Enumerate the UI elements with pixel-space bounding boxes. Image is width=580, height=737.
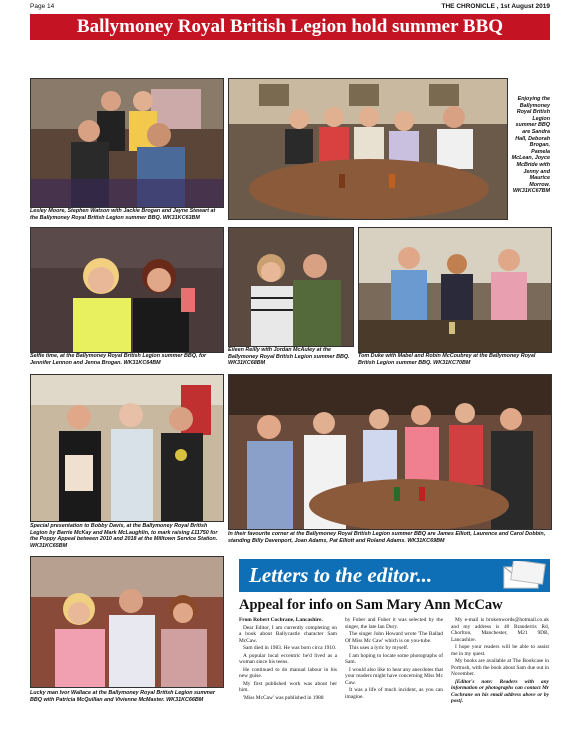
photo-6-caption: Special presentation to Bobby Davis, at the Ballymoney Royal British Legion by Barrie McKay and Mark McLaughlin, to mark raising £11750 for the Poppy Appeal between 2010 and 2018 at the Milltown Service Station. WK31KC65BM bbox=[30, 523, 218, 549]
photo-7-caption: In their favourite corner at the Ballymoney Royal British Legion summer BBQ are James Elliott, Laurence and Carol Dobbin, standing Billy Davenport, Joan Adams, Pat Elliott and Roland Adams. WK31KC69BM bbox=[228, 531, 546, 544]
letter-paragraph: This uses a lyric by myself. bbox=[349, 645, 409, 651]
letter-paragraph: I am hoping to locate some photographs of Sam. bbox=[345, 652, 443, 665]
letter-paragraph: He continued to do manual labour in his new guise. bbox=[239, 666, 337, 679]
letter-paragraph: My first published work was about her him. bbox=[239, 680, 337, 693]
letter-headline: Appeal for info on Sam Mary Ann McCaw bbox=[239, 597, 503, 613]
letter-paragraph: 'Miss McCaw' was published in 1988 bbox=[243, 694, 324, 701]
letter-paragraph: My e-mail is brokenwords@hotmail.co.uk and my address is 40 Branderris Rd, Chorlton, Manchester, M21 9DB, Lancashire. bbox=[451, 617, 549, 643]
letter-paragraph: My books are available at The Bookcase in Portrush, with the book about Sam due out in November. bbox=[451, 658, 549, 677]
letters-banner bbox=[239, 559, 550, 592]
photo-4-caption: Eileen Reilly with Jordan McAuley at the Ballymoney Royal British Legion summer BBQ. WK31KC68BM bbox=[228, 347, 350, 367]
page-header bbox=[30, 3, 550, 13]
editor-note: [Editor's note: Readers with any information or photographs can contact Mr Cochrane on his email address above or by post]. bbox=[451, 678, 549, 704]
letter-paragraph: by Fuber and Fuber it was selected by the singer, the late Ian Dury. bbox=[345, 617, 443, 630]
letter-paragraph: It was a life of much incident, as you can imagine. bbox=[345, 687, 443, 700]
publication-date: THE CHRONICLE , 1st August 2019 bbox=[441, 3, 550, 10]
photo-1-caption: Lesley Moore, Stephen Watson with Jackie Brogan and Jayne Stewart at the Ballymoney Royal British Legion summer BBQ. WK31KC63BM bbox=[30, 208, 216, 221]
photo-2-caption: Enjoying the Ballymoney Royal British Legion summer BBQ are Sandra Hall, Deborah Brogan, Pamela McLean, Joyce McBride with Jenny and Maurice Morrow. WK31KC67BM bbox=[511, 96, 550, 195]
letter-column-3 bbox=[451, 617, 549, 729]
photo-6 bbox=[30, 374, 224, 522]
photo-5 bbox=[358, 227, 552, 353]
letter-column-1 bbox=[239, 617, 337, 729]
letter-paragraph: Dear Editor, I am currently completing on a book about Ballycastle character Sam McCaw. bbox=[239, 624, 337, 644]
page-number: Page 14 bbox=[30, 3, 55, 10]
letter-paragraph: The singer John Howard wrote 'The Ballad Of Miss Mc Caw' which is on you-tube. bbox=[345, 631, 443, 644]
letter-paragraph: I would also like to hear any anecdotes that your readers might have concerning Miss Mc Caw. bbox=[345, 666, 443, 686]
headline-banner: Ballymoney Royal British Legion hold summer BBQ bbox=[30, 14, 550, 40]
photo-2 bbox=[228, 78, 508, 220]
letter-paragraph: A popular local eccentric he'd lived as a woman since his teens. bbox=[239, 652, 337, 665]
photo-1 bbox=[30, 78, 224, 208]
photo-3 bbox=[30, 227, 224, 353]
letters-banner-text: Letters to the editor... bbox=[249, 563, 433, 587]
photo-4 bbox=[228, 227, 354, 347]
photo-5-caption: Tom Duke with Mabel and Robin McCoubrey at the Ballymoney Royal British Legion summer BBQ. WK31KC70BM bbox=[358, 353, 536, 366]
letter-paragraph: I hope your readers will be able to assist me in my quest. bbox=[451, 644, 549, 657]
photo-8-caption: Lucky man Ivor Wallace at the Ballymoney Royal British Legion summer BBQ with Patricia McQuillan and Vivienne McMaster. WK31KC66BM bbox=[30, 690, 216, 703]
letter-column-2 bbox=[345, 617, 443, 729]
letter-author: From Robert Cochrane, Lancashire. bbox=[239, 617, 323, 623]
envelope-icon bbox=[502, 561, 546, 590]
photo-7 bbox=[228, 374, 552, 530]
photo-3-caption: Selfie time, at the Ballymoney Royal British Legion summer BBQ, for Jennifer Lennon and Jenna Brogan. WK31KC64BM bbox=[30, 353, 207, 366]
photo-8 bbox=[30, 556, 224, 688]
letter-paragraph: Sam died in 1983. He was born circa 1910. bbox=[243, 645, 337, 651]
